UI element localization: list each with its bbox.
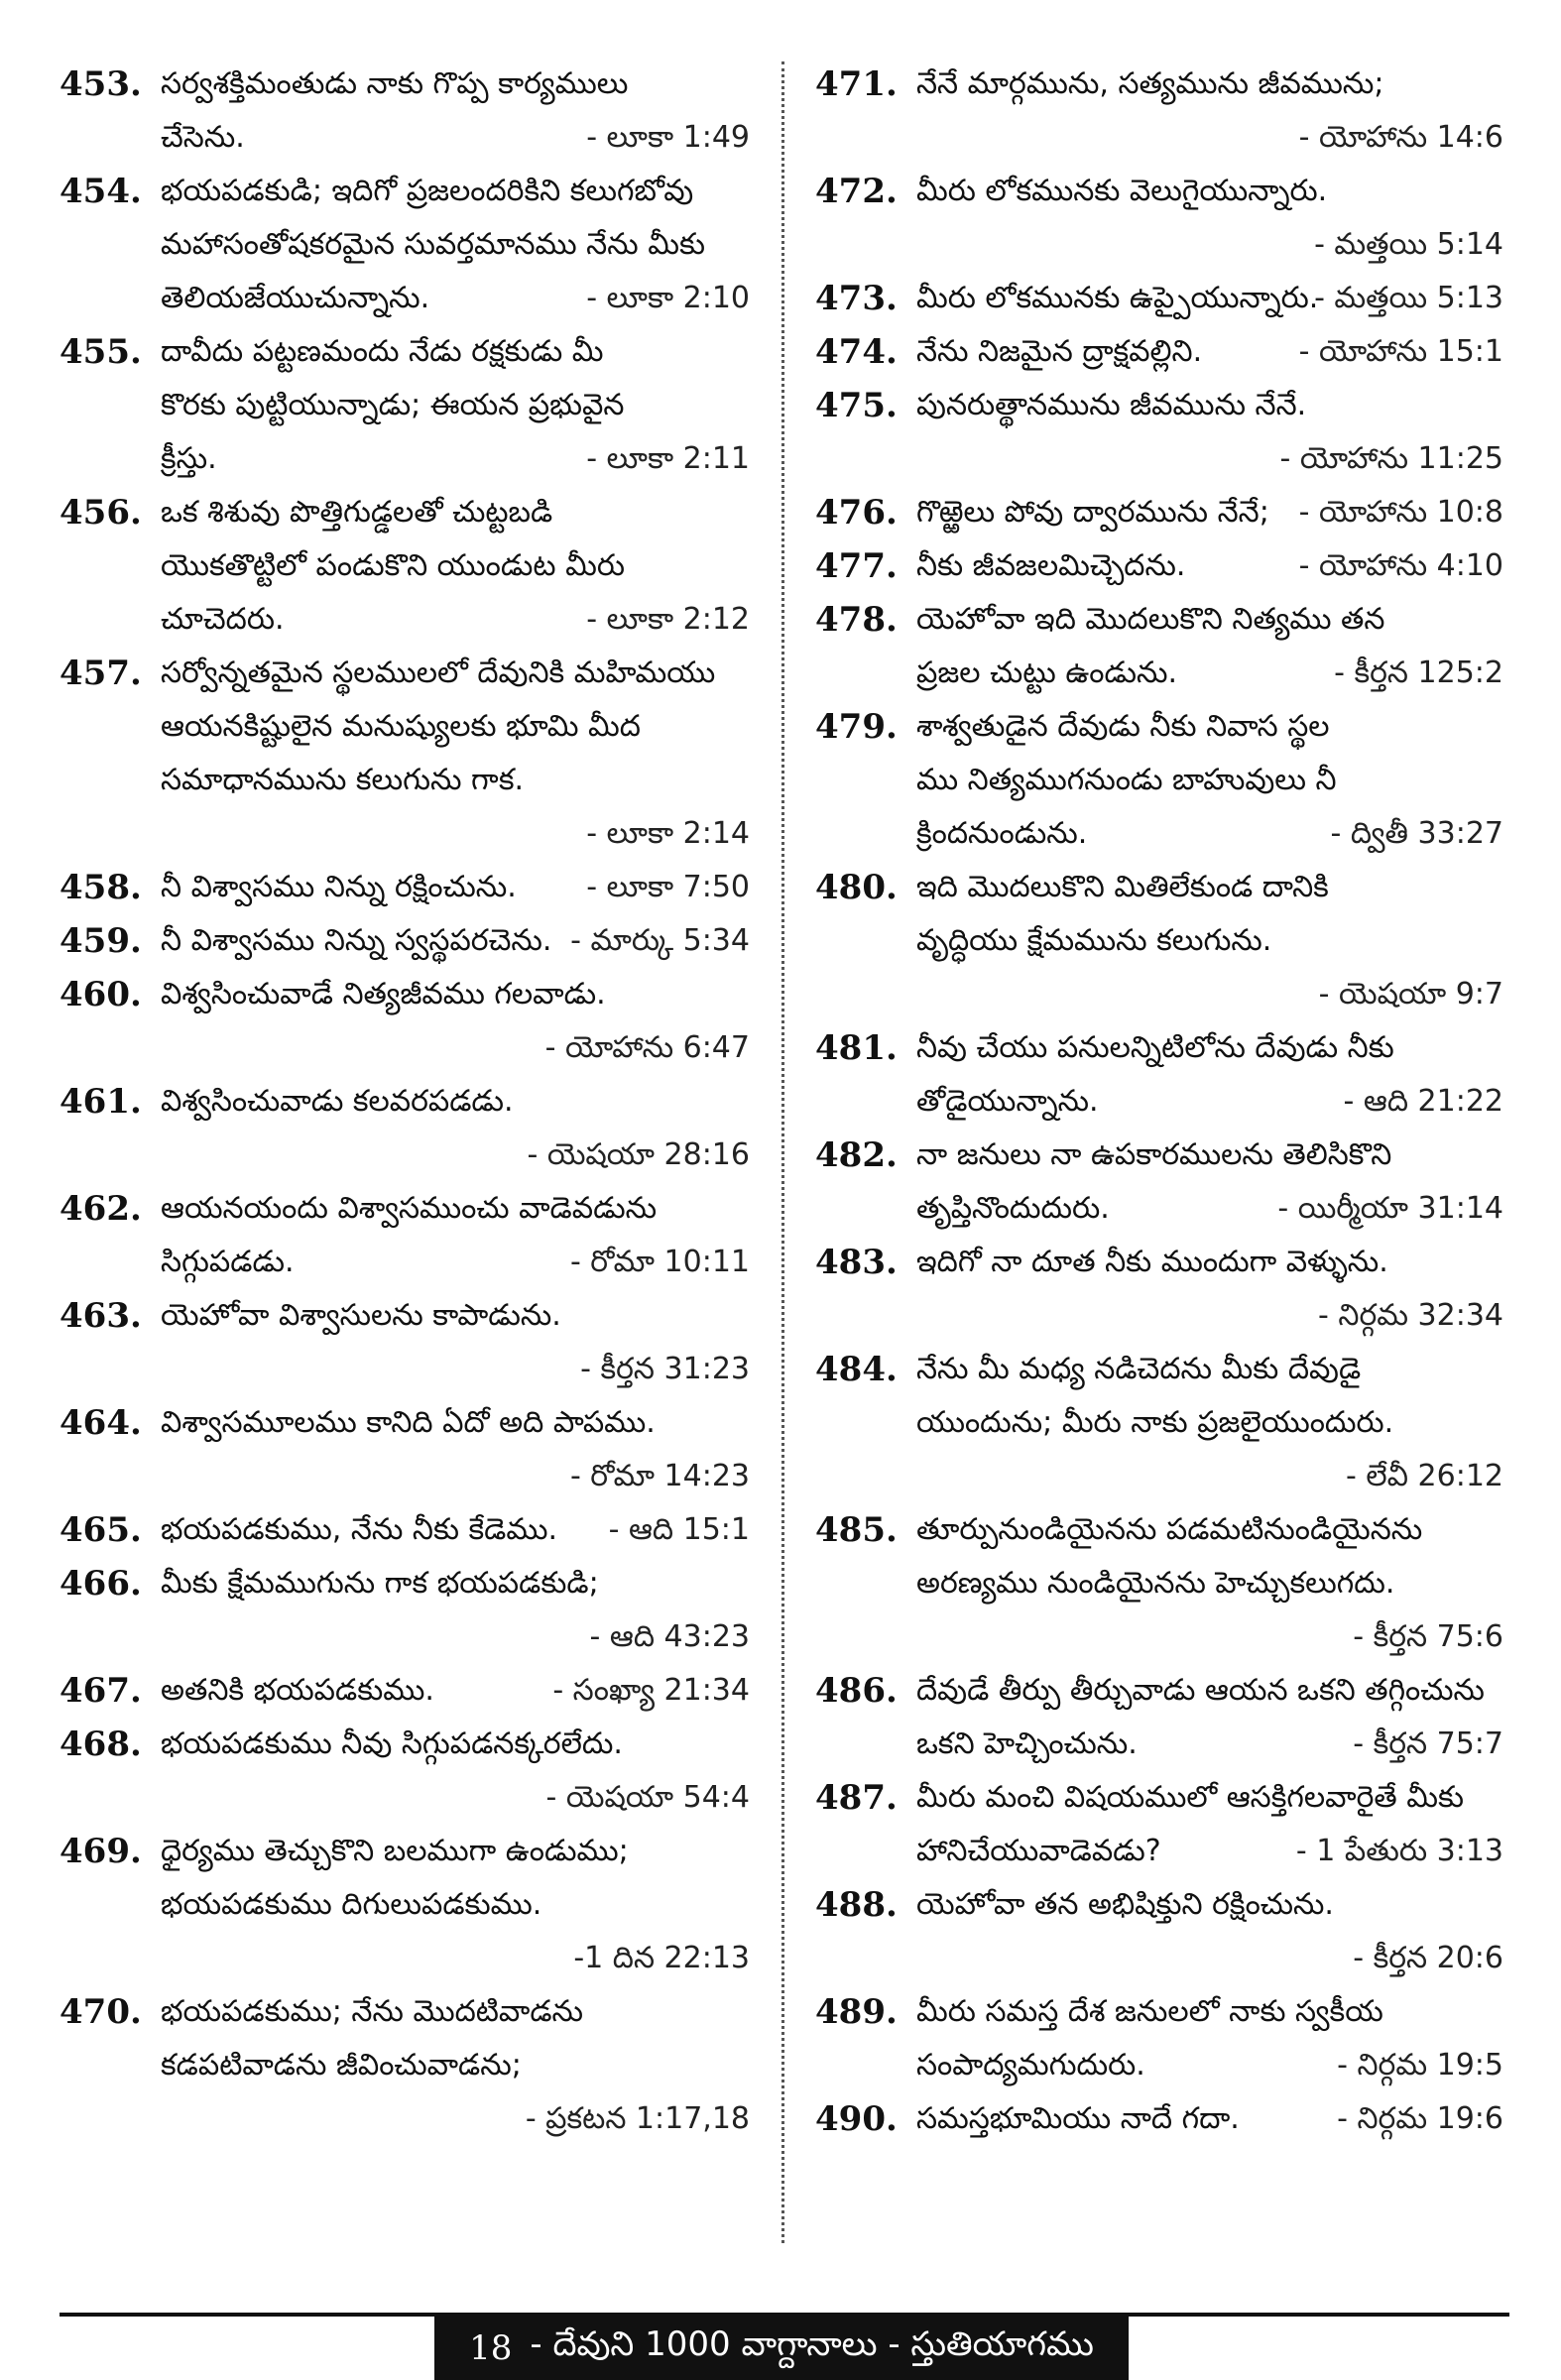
- entry-number: 484.: [815, 1350, 898, 1389]
- footer-banner: [434, 2317, 1129, 2380]
- entry-text: పునరుత్థానమును జీవమును నేనే.: [916, 388, 1307, 422]
- entry-text: మీరు లోకమునకు వెలుగైయున్నారు.: [916, 174, 1328, 208]
- entry-line: [815, 1021, 1509, 1075]
- entry-text: భయపడకుడి; ఇదిగో ప్రజలందరికిని కలుగబోవు: [161, 174, 694, 208]
- entry-number: 479.: [815, 707, 898, 747]
- entry-number: 460.: [60, 975, 142, 1014]
- entry-line: [815, 1129, 1509, 1182]
- entry-text: నేనే మార్గమును, సత్యమును జీవమును;: [916, 66, 1384, 101]
- entry-line: [60, 700, 756, 754]
- entry-text: సిగ్గుపడడు.: [161, 1245, 295, 1279]
- promise-entry: [815, 2092, 1509, 2146]
- reference-line: [60, 1129, 756, 1182]
- entry-number: 464.: [60, 1403, 142, 1443]
- entry-text: ఆయనకిష్టులైన మనుష్యులకు భూమి మీద: [161, 709, 641, 744]
- entry-line: [60, 1664, 756, 1718]
- reference-line: [60, 1932, 756, 1985]
- entry-line: [60, 1503, 756, 1557]
- entry-number: 465.: [60, 1510, 142, 1550]
- promise-entry: [60, 1557, 756, 1664]
- scripture-reference: - రోమా 10:11: [569, 1245, 750, 1279]
- scripture-reference: - యెషయా 9:7: [1318, 977, 1503, 1012]
- entry-text: నీ విశ్వాసము నిన్ను స్వస్థపరచెను.: [161, 923, 552, 958]
- promise-entry: [60, 1825, 756, 1985]
- promise-entry: [815, 1878, 1509, 1985]
- entry-text: వృద్ధియు క్షేమమును కలుగును.: [916, 923, 1272, 958]
- scripture-reference: - ద్వితీ 33:27: [1330, 816, 1503, 851]
- entry-line: [815, 325, 1509, 379]
- reference-line: [60, 1450, 756, 1503]
- entry-line: [60, 539, 756, 593]
- scripture-reference: - మత్తయి 5:13: [1314, 281, 1503, 315]
- entry-line: [60, 1718, 756, 1771]
- reference-line: [60, 807, 756, 861]
- entry-line: [815, 1182, 1509, 1236]
- promise-entry: [60, 1503, 756, 1557]
- promise-entry: [815, 1129, 1509, 1236]
- scripture-reference: - కీర్తన 20:6: [1353, 1941, 1503, 1975]
- entry-text: సమాధానమును కలుగును గాక.: [161, 763, 525, 797]
- promise-entry: [815, 700, 1509, 861]
- entry-text: చూచెదరు.: [161, 602, 285, 637]
- entry-line: [60, 432, 756, 486]
- entry-number: 478.: [815, 600, 898, 640]
- entry-number: 454.: [60, 172, 142, 211]
- promise-entry: [815, 1021, 1509, 1129]
- entry-number: 475.: [815, 386, 898, 425]
- promise-entry: [815, 1503, 1509, 1664]
- entry-line: [60, 1985, 756, 2039]
- entry-line: [815, 1075, 1509, 1129]
- scripture-reference: - యెషయా 28:16: [527, 1137, 750, 1172]
- entry-number: 474.: [815, 332, 898, 372]
- reference-line: [815, 218, 1509, 272]
- entry-text: నేను నిజమైన ద్రాక్షవల్లిని.: [916, 334, 1203, 369]
- entry-text: భయపడకుము, నేను నీకు కేడెము.: [161, 1512, 558, 1547]
- entry-line: [815, 807, 1509, 861]
- entry-line: [60, 1396, 756, 1450]
- promise-entry: [815, 165, 1509, 272]
- entry-line: [815, 58, 1509, 111]
- entry-text: క్రీస్తు.: [161, 441, 217, 476]
- entry-line: [815, 539, 1509, 593]
- entry-text: భయపడకుము; నేను మొదటివాడను: [161, 1994, 583, 2029]
- scripture-reference: - నిర్గమ 19:6: [1337, 2101, 1503, 2136]
- entry-line: [60, 593, 756, 647]
- entry-line: [815, 1664, 1509, 1718]
- entry-line: [60, 1825, 756, 1878]
- entry-text: గొఱ్ఱెలు పోవు ద్వారమును నేనే;: [916, 495, 1269, 530]
- scripture-reference: - లేవీ 26:12: [1346, 1459, 1503, 1493]
- entry-number: 457.: [60, 654, 142, 693]
- entry-line: [60, 914, 756, 968]
- promise-entry: [60, 1985, 756, 2146]
- entry-line: [60, 1557, 756, 1610]
- entry-number: 467.: [60, 1671, 142, 1711]
- entry-line: [60, 111, 756, 165]
- promise-entry: [60, 325, 756, 486]
- scripture-reference: - ఆది 21:22: [1343, 1084, 1503, 1119]
- entry-text: యొకతొట్టిలో పండుకొని యుండుట మీరు: [161, 548, 626, 583]
- promise-entry: [60, 1664, 756, 1718]
- entry-number: 486.: [815, 1671, 898, 1711]
- entry-line: [815, 647, 1509, 700]
- entry-line: [815, 165, 1509, 218]
- entry-text: నీవు చేయు పనులన్నిటిలోను దేవుడు నీకు: [916, 1030, 1394, 1065]
- reference-line: [815, 432, 1509, 486]
- entry-line: [815, 1985, 1509, 2039]
- entry-line: [815, 486, 1509, 539]
- entry-line: [815, 1557, 1509, 1610]
- entry-line: [60, 2039, 756, 2092]
- scripture-reference: - లూకా 1:49: [586, 120, 750, 155]
- entry-number: 472.: [815, 172, 898, 211]
- entry-line: [815, 1343, 1509, 1396]
- promise-entry: [60, 1396, 756, 1503]
- scripture-reference: - యోహాను 15:1: [1298, 334, 1503, 369]
- entry-number: 477.: [815, 546, 898, 586]
- entry-text: ధైర్యము తెచ్చుకొని బలముగా ఉండుము;: [161, 1834, 629, 1868]
- entry-number: 469.: [60, 1832, 142, 1871]
- entry-line: [815, 1396, 1509, 1450]
- entry-text: మీకు క్షేమముగును గాక భయపడకుడి;: [161, 1566, 599, 1601]
- entry-line: [815, 1771, 1509, 1825]
- page-number: 18: [469, 2328, 513, 2368]
- entry-line: [60, 272, 756, 325]
- entry-line: [815, 861, 1509, 914]
- entry-text: చేసెను.: [161, 120, 245, 155]
- scripture-reference: - మత్తయి 5:14: [1314, 227, 1503, 262]
- scripture-reference: - రోమా 14:23: [569, 1459, 750, 1493]
- scripture-reference: - యోహాను 11:25: [1279, 441, 1503, 476]
- entry-text: సంపాద్యమగుదురు.: [916, 2048, 1145, 2082]
- promise-entry: [815, 1343, 1509, 1503]
- reference-line: [815, 111, 1509, 165]
- scripture-reference: - నిర్గమ 19:5: [1337, 2048, 1503, 2082]
- promise-entry: [60, 1182, 756, 1289]
- entry-text: సర్వోన్నతమైన స్థలములలో దేవునికి మహిమయు: [161, 655, 716, 690]
- entry-line: [815, 593, 1509, 647]
- promise-entry: [60, 861, 756, 914]
- scripture-reference: - లూకా 7:50: [586, 870, 750, 904]
- scripture-reference: - కీర్తన 75:7: [1353, 1726, 1503, 1761]
- entry-text: కొరకు పుట్టియున్నాడు; ఈయన ప్రభువైన: [161, 388, 625, 422]
- entry-number: 458.: [60, 868, 142, 907]
- entry-line: [815, 700, 1509, 754]
- entry-line: [60, 58, 756, 111]
- entry-text: ఆయనయందు విశ్వాసముంచు వాడెవడును: [161, 1191, 658, 1226]
- entry-number: 459.: [60, 921, 142, 961]
- entry-number: 463.: [60, 1296, 142, 1336]
- promise-entry: [815, 58, 1509, 165]
- scripture-reference: - యెషయా 54:4: [545, 1780, 750, 1815]
- entry-line: [815, 1718, 1509, 1771]
- entry-text: హానిచేయువాడెవడు?: [916, 1834, 1161, 1868]
- scripture-reference: - కీర్తన 75:6: [1353, 1619, 1503, 1654]
- promise-entry: [60, 1075, 756, 1182]
- promise-entry: [815, 379, 1509, 486]
- entry-line: [60, 1289, 756, 1343]
- entry-line: [60, 218, 756, 272]
- reference-line: [815, 968, 1509, 1021]
- promise-entry: [815, 1664, 1509, 1771]
- entry-text: నేను మీ మధ్య నడిచెదను మీకు దేవుడై: [916, 1352, 1362, 1386]
- entry-number: 471.: [815, 64, 898, 104]
- entry-text: నీ విశ్వాసము నిన్ను రక్షించును.: [161, 870, 517, 904]
- reference-line: [815, 1610, 1509, 1664]
- promise-entry: [60, 58, 756, 165]
- entry-text: యెహోవా తన అభిషిక్తుని రక్షించును.: [916, 1887, 1334, 1922]
- scripture-reference: - ఆది 43:23: [589, 1619, 750, 1654]
- scripture-reference: - నిర్గమ 32:34: [1318, 1298, 1503, 1333]
- entry-text: యుందును; మీరు నాకు ప్రజలైయుందురు.: [916, 1405, 1394, 1440]
- entry-line: [815, 1878, 1509, 1932]
- entry-number: 490.: [815, 2099, 898, 2139]
- scripture-reference: - సంఖ్యా 21:34: [552, 1673, 750, 1708]
- entry-line: [815, 1503, 1509, 1557]
- entry-text: విశ్వాసమూలము కానిది ఏదో అది పాపము.: [161, 1405, 656, 1440]
- entry-text: మీరు సమస్త దేశ జనులలో నాకు స్వకీయ: [916, 1994, 1383, 2029]
- reference-line: [60, 1771, 756, 1825]
- entry-text: సర్వశక్తిమంతుడు నాకు గొప్ప కార్యములు: [161, 66, 629, 101]
- entry-line: [60, 325, 756, 379]
- entry-text: మీరు లోకమునకు ఉప్పైయున్నారు.: [916, 281, 1319, 315]
- promise-entry: [815, 325, 1509, 379]
- entry-text: ప్రజల చుట్టు ఉండును.: [916, 655, 1178, 690]
- reference-line: [60, 1343, 756, 1396]
- entry-line: [815, 2039, 1509, 2092]
- entry-text: ఇది మొదలుకొని మితిలేకుండ దానికి: [916, 870, 1329, 904]
- promise-entry: [815, 1236, 1509, 1343]
- entry-number: 466.: [60, 1564, 142, 1604]
- entry-line: [815, 914, 1509, 968]
- left-column: [60, 58, 756, 2146]
- entry-number: 470.: [60, 1992, 142, 2032]
- entry-number: 480.: [815, 868, 898, 907]
- entry-number: 461.: [60, 1082, 142, 1122]
- scripture-reference: - యోహాను 10:8: [1298, 495, 1503, 530]
- entry-line: [815, 2092, 1509, 2146]
- footer-title: - దేవుని 1000 వాగ్దానాలు - స్తుతియాగము: [530, 2324, 1094, 2364]
- entry-line: [815, 1236, 1509, 1289]
- promise-entry: [815, 593, 1509, 700]
- entry-line: [815, 754, 1509, 807]
- entry-number: 462.: [60, 1189, 142, 1229]
- entry-text: అతనికి భయపడకుము.: [161, 1673, 434, 1708]
- entry-line: [815, 272, 1509, 325]
- entry-number: 482.: [815, 1135, 898, 1175]
- scripture-reference: -1 దిన 22:13: [573, 1941, 750, 1975]
- promise-entry: [815, 272, 1509, 325]
- promise-entry: [815, 1771, 1509, 1878]
- entry-text: భయపడకుము దిగులుపడకుము.: [161, 1887, 542, 1922]
- scripture-reference: - యోహాను 14:6: [1298, 120, 1503, 155]
- promise-entry: [60, 486, 756, 647]
- scripture-reference: - కీర్తన 31:23: [580, 1352, 750, 1386]
- entry-line: [60, 1075, 756, 1129]
- scripture-reference: - ఆది 15:1: [608, 1512, 750, 1547]
- entry-text: ము నిత్యముగనుండు బాహువులు నీ: [916, 763, 1337, 797]
- column-divider: [781, 61, 784, 2243]
- scripture-reference: - ప్రకటన 1:17,18: [525, 2101, 750, 2136]
- entry-text: అరణ్యము నుండియైనను హెచ్చుకలుగదు.: [916, 1566, 1395, 1601]
- entry-line: [60, 754, 756, 807]
- entry-text: క్రిందనుండును.: [916, 816, 1088, 851]
- promise-entry: [815, 1985, 1509, 2092]
- entry-number: 481.: [815, 1028, 898, 1068]
- promise-entry: [815, 486, 1509, 539]
- entry-text: తృప్తినొందుదురు.: [916, 1191, 1110, 1226]
- right-column: [815, 58, 1509, 2146]
- promise-entry: [815, 861, 1509, 1021]
- reference-line: [60, 1610, 756, 1664]
- entry-line: [60, 165, 756, 218]
- entry-number: 485.: [815, 1510, 898, 1550]
- entry-number: 456.: [60, 493, 142, 533]
- entry-number: 453.: [60, 64, 142, 104]
- entry-text: విశ్వసించువాడు కలవరపడడు.: [161, 1084, 514, 1119]
- promise-entry: [60, 1718, 756, 1825]
- scripture-reference: - మార్కు 5:34: [570, 923, 750, 958]
- entry-text: కడపటివాడను జీవించువాడను;: [161, 2048, 522, 2082]
- entry-number: 455.: [60, 332, 142, 372]
- entry-line: [815, 1825, 1509, 1878]
- entry-text: భయపడకుము నీవు సిగ్గుపడనక్కరలేదు.: [161, 1726, 623, 1761]
- entry-text: ఇదిగో నా దూత నీకు ముందుగా వెళ్ళును.: [916, 1245, 1388, 1279]
- entry-text: ఒక శిశువు పొత్తిగుడ్డలతో చుట్టబడి: [161, 495, 553, 530]
- entry-text: ఒకని హెచ్చించును.: [916, 1726, 1138, 1761]
- entry-text: శాశ్వతుడైన దేవుడు నీకు నివాస స్థల: [916, 709, 1330, 744]
- scripture-reference: - యోహాను 6:47: [544, 1030, 750, 1065]
- entry-text: దావీదు పట్టణమందు నేడు రక్షకుడు మీ: [161, 334, 604, 369]
- entry-text: సమస్తభూమియు నాదే గదా.: [916, 2101, 1240, 2136]
- entry-line: [60, 647, 756, 700]
- entry-line: [60, 379, 756, 432]
- entry-line: [60, 486, 756, 539]
- entry-text: నా జనులు నా ఉపకారములను తెలిసికొని: [916, 1137, 1392, 1172]
- entry-text: మహాసంతోషకరమైన సువర్తమానము నేను మీకు: [161, 227, 705, 262]
- entry-line: [60, 1878, 756, 1932]
- entry-line: [60, 1182, 756, 1236]
- entry-number: 487.: [815, 1778, 898, 1818]
- scripture-reference: - 1 పేతురు 3:13: [1295, 1834, 1503, 1868]
- scripture-reference: - లూకా 2:11: [586, 441, 750, 476]
- entry-line: [60, 861, 756, 914]
- scripture-reference: - లూకా 2:14: [586, 816, 750, 851]
- promise-entry: [60, 1289, 756, 1396]
- entry-text: యెహోవా ఇది మొదలుకొని నిత్యము తన: [916, 602, 1385, 637]
- entry-text: విశ్వసించువాడే నిత్యజీవము గలవాడు.: [161, 977, 606, 1012]
- entry-text: దేవుడే తీర్పు తీర్చువాడు ఆయన ఒకని తగ్గించును: [916, 1673, 1485, 1708]
- scripture-reference: - యోహాను 4:10: [1298, 548, 1503, 583]
- entry-text: మీరు మంచి విషయములో ఆసక్తిగలవారైతే మీకు: [916, 1780, 1465, 1815]
- entry-text: యెహోవా విశ్వాసులను కాపాడును.: [161, 1298, 561, 1333]
- entry-number: 476.: [815, 493, 898, 533]
- entry-text: తెలియజేయుచున్నాను.: [161, 281, 430, 315]
- reference-line: [60, 1021, 756, 1075]
- entry-number: 483.: [815, 1243, 898, 1282]
- scripture-reference: - యిర్మీయా 31:14: [1277, 1191, 1503, 1226]
- promise-entry: [60, 647, 756, 861]
- entry-number: 468.: [60, 1725, 142, 1764]
- reference-line: [815, 1450, 1509, 1503]
- scripture-reference: - కీర్తన 125:2: [1334, 655, 1503, 690]
- promise-entry: [60, 165, 756, 325]
- entry-text: నీకు జీవజలమిచ్చెదను.: [916, 548, 1186, 583]
- entry-number: 489.: [815, 1992, 898, 2032]
- entry-line: [815, 379, 1509, 432]
- entry-line: [60, 968, 756, 1021]
- entry-text: తోడైయున్నాను.: [916, 1084, 1099, 1119]
- entry-number: 488.: [815, 1885, 898, 1925]
- promise-entry: [815, 539, 1509, 593]
- scripture-reference: - లూకా 2:12: [586, 602, 750, 637]
- entry-text: తూర్పునుండియైనను పడమటినుండియైనను: [916, 1512, 1423, 1547]
- entry-number: 473.: [815, 279, 898, 318]
- reference-line: [815, 1932, 1509, 1985]
- entry-line: [60, 1236, 756, 1289]
- reference-line: [815, 1289, 1509, 1343]
- reference-line: [60, 2092, 756, 2146]
- promise-entry: [60, 914, 756, 968]
- promise-entry: [60, 968, 756, 1075]
- scripture-reference: - లూకా 2:10: [586, 281, 750, 315]
